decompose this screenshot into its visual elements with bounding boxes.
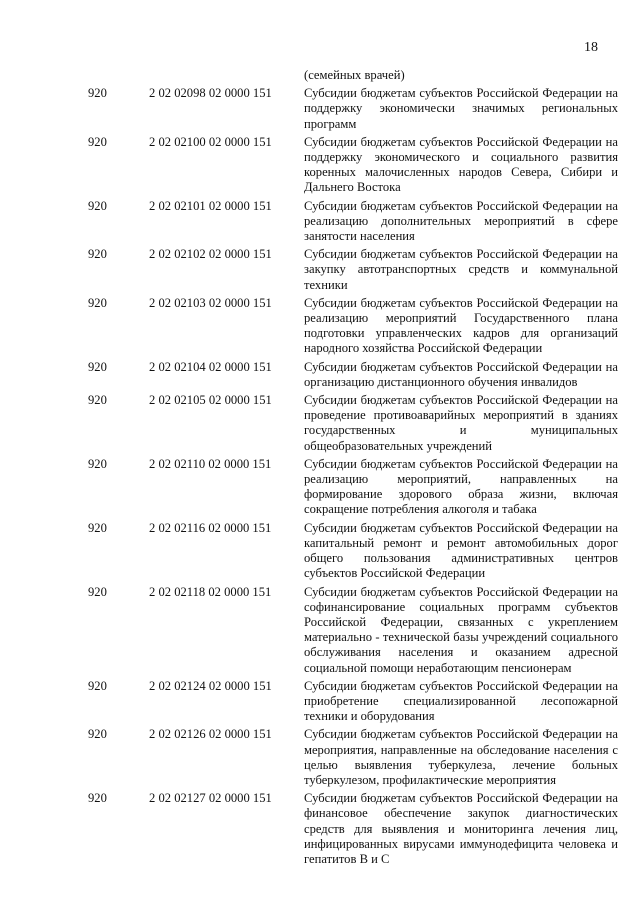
admin-code-cell: 920 (88, 520, 107, 535)
budget-code-cell: 2 02 02110 02 0000 151 (149, 456, 272, 471)
admin-code-cell: 920 (88, 584, 107, 599)
description-cell: Субсидии бюджетам субъектов Российской Федерации на поддержку экономически значимых региональных программ (304, 86, 618, 131)
revenue-code-table (78, 68, 618, 870)
admin-code-cell: 920 (88, 678, 107, 693)
budget-code-cell: 2 02 02127 02 0000 151 (149, 791, 272, 806)
budget-code-cell: 2 02 02126 02 0000 151 (149, 727, 272, 742)
budget-code-cell (145, 68, 297, 83)
description-cell: Субсидии бюджетам субъектов Российской Федерации на финансовое обеспечение закупок диагностических средств для выявления и мониторинга лечения лиц, инфицированных вирусами иммунодефицита человека и гепатитов В и С (304, 791, 618, 866)
description-cell: Субсидии бюджетам субъектов Российской Федерации на реализацию дополнительных мероприятий в сфере занятости населения (304, 198, 618, 244)
admin-code-cell: 920 (88, 134, 107, 149)
table-row (78, 457, 618, 518)
description-cell: Субсидии бюджетам субъектов Российской Федерации на поддержку экономического и социального развития коренных малочисленных народов Севера, Сибири и Дальнего Востока (304, 134, 618, 195)
admin-code-cell: 920 (88, 86, 107, 101)
table-row (78, 86, 618, 132)
table-body (78, 86, 618, 867)
budget-code-cell: 2 02 02118 02 0000 151 (149, 584, 272, 599)
admin-code-cell: 920 (88, 295, 107, 310)
budget-code-cell: 2 02 02103 02 0000 151 (149, 295, 272, 310)
description-cell: Субсидии бюджетам субъектов Российской Федерации на капитальный ремонт и ремонт автомобильных дорог общего пользования административных центров субъектов Российской Федерации (304, 520, 618, 581)
table-row-continuation (78, 68, 618, 83)
budget-code-cell: 2 02 02098 02 0000 151 (149, 86, 272, 101)
budget-code-cell: 2 02 02104 02 0000 151 (149, 359, 272, 374)
budget-code-cell: 2 02 02105 02 0000 151 (149, 393, 272, 408)
budget-code-cell: 2 02 02102 02 0000 151 (149, 247, 272, 262)
budget-code-cell: 2 02 02101 02 0000 151 (149, 198, 272, 213)
description-cell: Субсидии бюджетам субъектов Российской Федерации на реализацию мероприятий, направленных на формирование здорового образа жизни, включая сокращение потребления алкоголя и табака (304, 456, 618, 517)
description-cell: Субсидии бюджетам субъектов Российской Федерации на организацию дистанционного обучения инвалидов (304, 359, 618, 389)
page-number: 18 (584, 40, 598, 55)
table-row (78, 135, 618, 196)
admin-code-cell (78, 68, 138, 83)
table-row (78, 585, 618, 676)
budget-code-cell: 2 02 02100 02 0000 151 (149, 134, 272, 149)
table-row (78, 393, 618, 454)
admin-code-cell: 920 (88, 247, 107, 262)
admin-code-cell: 920 (88, 359, 107, 374)
table-row (78, 727, 618, 788)
table-row (78, 199, 618, 245)
admin-code-cell: 920 (88, 727, 107, 742)
admin-code-cell: 920 (88, 198, 107, 213)
budget-code-cell: 2 02 02116 02 0000 151 (149, 520, 272, 535)
description-cell: Субсидии бюджетам субъектов Российской Федерации на закупку автотранспортных средств и коммунальной техники (304, 247, 618, 292)
budget-code-cell: 2 02 02124 02 0000 151 (149, 678, 272, 693)
table-row (78, 360, 618, 390)
table-row (78, 521, 618, 582)
description-cell: (семейных врачей) (304, 68, 405, 82)
description-cell: Субсидии бюджетам субъектов Российской Федерации на софинансирование социальных программ субъектов Российской Федерации, связанных с укреплением материально - технической базы учреждений социального обслуживания населения и оказанием адресной социальной помощи неработающим пенсионерам (304, 584, 618, 675)
table-row (78, 679, 618, 725)
admin-code-cell: 920 (88, 393, 107, 408)
description-cell: Субсидии бюджетам субъектов Российской Федерации на приобретение специализированной лесопожарной техники и оборудования (304, 678, 618, 724)
description-cell: Субсидии бюджетам субъектов Российской Федерации на мероприятия, направленные на обследование населения с целью выявления туберкулеза, лечение больных туберкулезом, профилактические мероприятия (304, 727, 618, 787)
admin-code-cell: 920 (88, 456, 107, 471)
description-cell: Субсидии бюджетам субъектов Российской Федерации на реализацию мероприятий Государственного плана подготовки управленческих кадров для организаций народного хозяйства Российской Федерации (304, 295, 618, 356)
description-cell: Субсидии бюджетам субъектов Российской Федерации на проведение противоаварийных мероприятий в зданиях государственных и муниципальных общеобразовательных учреждений (304, 393, 618, 453)
table-row (78, 247, 618, 293)
admin-code-cell: 920 (88, 791, 107, 806)
table-row (78, 791, 618, 867)
table-row (78, 296, 618, 357)
